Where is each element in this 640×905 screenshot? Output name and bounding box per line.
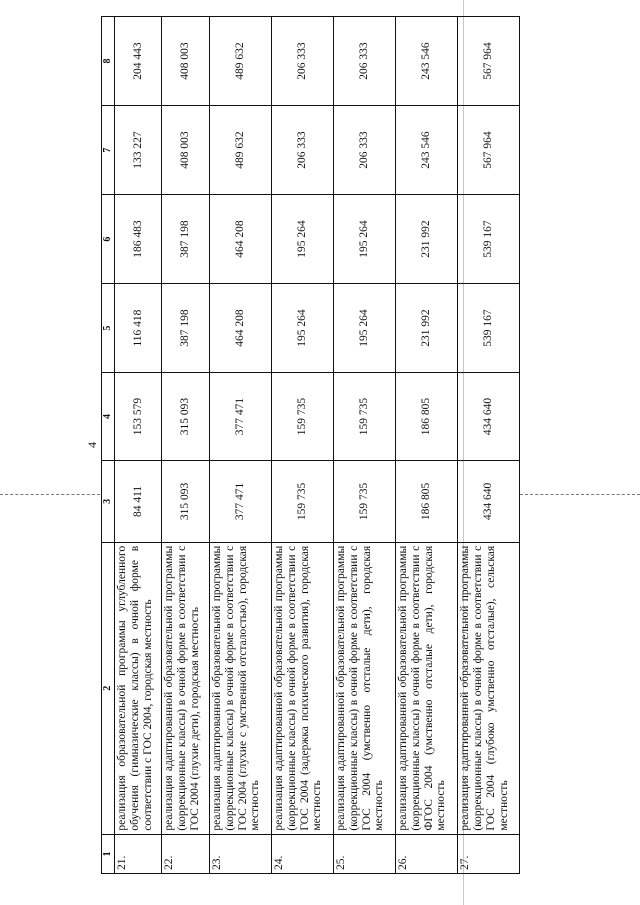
- value-cell: 243 546: [395, 106, 457, 195]
- row-number: 22.: [162, 834, 209, 873]
- row-description: реализация адаптированной образовательной программы (коррекционные классы) в очной форме в соответствии с ГОС 2004 (глухие дети), городская местность: [162, 542, 209, 834]
- value-cell: 186 483: [115, 195, 162, 284]
- header-cell: 2: [102, 542, 115, 834]
- row-description: реализация образовательной программы углубленного обучения (гимназические классы) в очной форме в соответствии с ГОС 2004, городская местность: [115, 542, 162, 834]
- value-cell: 186 805: [395, 461, 457, 543]
- row-number: 25.: [333, 834, 395, 873]
- value-cell: 315 093: [162, 461, 209, 543]
- row-description: реализация адаптированной образовательной программы (коррекционные классы) в очной форме в соответствии с ГОС 2004 (умственно отсталые дети), городская местность: [333, 542, 395, 834]
- value-cell: 387 198: [162, 284, 209, 373]
- value-cell: 243 546: [395, 17, 457, 106]
- value-cell: 231 992: [395, 195, 457, 284]
- value-cell: 387 198: [162, 195, 209, 284]
- value-cell: 206 333: [333, 17, 395, 106]
- value-cell: 195 264: [333, 195, 395, 284]
- value-cell: 159 735: [333, 373, 395, 461]
- value-cell: 116 418: [115, 284, 162, 373]
- row-number: 24.: [271, 834, 333, 873]
- table-row: [457, 17, 519, 874]
- row-description: реализация адаптированной образовательной программы (коррекционные классы) в очной форме в соответствии с ГОС 2004 (глухие с умственной отсталостью), городская местность: [209, 542, 271, 834]
- value-cell: 434 640: [457, 373, 519, 461]
- row-number: 23.: [209, 834, 271, 873]
- value-cell: 377 471: [209, 373, 271, 461]
- value-cell: 408 003: [162, 17, 209, 106]
- scan-fold-line-left: [0, 494, 100, 495]
- value-cell: 84 411: [115, 461, 162, 543]
- row-description: реализация адаптированной образовательной программы (коррекционные классы) в очной форме в соответствии с ГОС 2004 (глубоко умственно отсталые), сельская местность: [457, 542, 519, 834]
- value-cell: 204 443: [115, 17, 162, 106]
- table-row: [395, 17, 457, 874]
- header-cell: 8: [102, 17, 115, 106]
- value-cell: 567 964: [457, 106, 519, 195]
- value-cell: 206 333: [271, 106, 333, 195]
- value-cell: 315 093: [162, 373, 209, 461]
- value-cell: 464 208: [209, 284, 271, 373]
- value-cell: 159 735: [271, 461, 333, 543]
- value-cell: 464 208: [209, 195, 271, 284]
- header-cell: 3: [102, 461, 115, 543]
- header-cell: 7: [102, 106, 115, 195]
- header-cell: 5: [102, 284, 115, 373]
- value-cell: 159 735: [333, 461, 395, 543]
- row-description: реализация адаптированной образовательной программы (коррекционные классы) в очной форме в соответствии с ГОС 2004 (задержка психического развития), городская местность: [271, 542, 333, 834]
- value-cell: 567 964: [457, 17, 519, 106]
- value-cell: 231 992: [395, 284, 457, 373]
- value-cell: 195 264: [271, 195, 333, 284]
- value-cell: 489 632: [209, 17, 271, 106]
- value-cell: 133 227: [115, 106, 162, 195]
- header-cell: 4: [102, 373, 115, 461]
- row-number: 21.: [115, 834, 162, 873]
- scan-fold-line-right: [520, 494, 640, 495]
- table-row: [209, 17, 271, 874]
- table-row: [115, 17, 162, 874]
- row-number: 27.: [457, 834, 519, 873]
- row-number: 26.: [395, 834, 457, 873]
- value-cell: 186 805: [395, 373, 457, 461]
- header-cell: 1: [102, 834, 115, 873]
- value-cell: 153 579: [115, 373, 162, 461]
- value-cell: 434 640: [457, 461, 519, 543]
- rotated-table-container: [101, 16, 520, 874]
- value-cell: 489 632: [209, 106, 271, 195]
- funding-table: [101, 16, 520, 874]
- value-cell: 539 167: [457, 195, 519, 284]
- page-number: 4: [85, 442, 99, 448]
- table-row: [271, 17, 333, 874]
- header-row: [102, 17, 115, 874]
- value-cell: 206 333: [271, 17, 333, 106]
- row-description: реализация адаптированной образовательной программы (коррекционные классы) в очной форме в соответствии с ФГОС 2004 (умственно отсталые дети), городская местность: [395, 542, 457, 834]
- value-cell: 195 264: [271, 284, 333, 373]
- value-cell: 377 471: [209, 461, 271, 543]
- value-cell: 195 264: [333, 284, 395, 373]
- value-cell: 539 167: [457, 284, 519, 373]
- table-row: [162, 17, 209, 874]
- table-row: [333, 17, 395, 874]
- value-cell: 408 003: [162, 106, 209, 195]
- value-cell: 206 333: [333, 106, 395, 195]
- value-cell: 159 735: [271, 373, 333, 461]
- header-cell: 6: [102, 195, 115, 284]
